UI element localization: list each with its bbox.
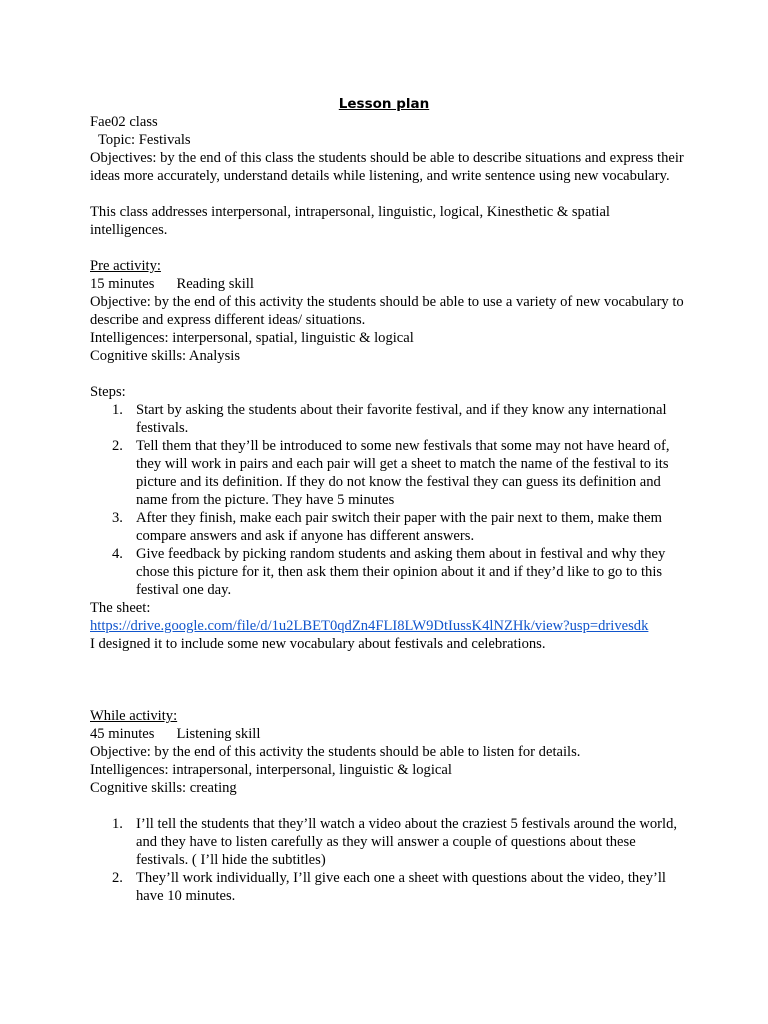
- list-item: 2. Tell them that they’ll be introduced to some new festivals that some may not have heard of, they will work in pairs and each pair will get a sheet to match the name of the festival to its picture and its definition. If they do not know the festival they can guess its definition and name from the picture. They have 5 minutes: [112, 438, 670, 508]
- list-item: 2. They’ll work individually, I’ll give each one a sheet with questions about the video, they’ll have 10 minutes.: [112, 870, 666, 904]
- while-activity-timing: [90, 725, 690, 743]
- pre-activity-duration: 15 minutes: [90, 276, 155, 292]
- while-activity-skill: Listening skill: [176, 726, 261, 742]
- pre-activity-skill: Reading skill: [176, 276, 254, 292]
- page-title: Lesson plan: [338, 96, 430, 112]
- while-activity-intelligences: Intelligences: intrapersonal, interpersonal, linguistic & logical: [90, 762, 452, 778]
- list-item: 1. I’ll tell the students that they’ll watch a video about the craziest 5 festivals around the world, and they have to listen carefully as they will answer a couple of questions about these festivals. ( I’ll hide the subtitles): [112, 816, 678, 868]
- while-activity-objective: Objective: by the end of this activity the students should be able to listen for details.: [90, 744, 581, 760]
- while-activity-steps: [90, 815, 690, 905]
- class-name: Fae02 class: [90, 114, 158, 130]
- pre-activity-intelligences: Intelligences: interpersonal, spatial, linguistic & logical: [90, 330, 414, 346]
- list-item: 1. Start by asking the students about their favorite festival, and if they know any international festivals.: [112, 402, 667, 436]
- objectives: Objectives: by the end of this class the students should be able to describe situations and express their ideas more accurately, understand details while listening, and write sentence using new vocabulary.: [90, 150, 684, 184]
- pre-activity-timing: [90, 275, 690, 293]
- steps-label: Steps:: [90, 384, 126, 400]
- pre-activity-heading: Pre activity:: [90, 258, 161, 274]
- list-item: 3. After they finish, make each pair switch their paper with the pair next to them, make them compare answers and ask if anyone has different answers.: [112, 510, 663, 544]
- sheet-link[interactable]: https://drive.google.com/file/d/1u2LBET0qdZn4FLI8LW9DtIussK4lNZHk/view?usp=drivesdk: [90, 618, 649, 634]
- topic: Topic: Festivals: [98, 132, 191, 148]
- intelligences-note: This class addresses interpersonal, intrapersonal, linguistic, logical, Kinesthetic & spatial intelligences.: [90, 204, 610, 238]
- while-activity-duration: 45 minutes: [90, 726, 155, 742]
- sheet-note: I designed it to include some new vocabulary about festivals and celebrations.: [90, 636, 546, 652]
- while-activity-cognitive: Cognitive skills: creating: [90, 780, 237, 796]
- sheet-label: The sheet:: [90, 600, 151, 616]
- pre-activity-steps: [90, 401, 690, 599]
- pre-activity-cognitive: Cognitive skills: Analysis: [90, 348, 241, 364]
- while-activity-heading: While activity:: [90, 708, 178, 724]
- list-item: 4. Give feedback by picking random students and asking them about in festival and why they chose this picture for it, then ask them their opinion about it and if they’d like to go to this festival one day.: [112, 546, 666, 598]
- pre-activity-objective: Objective: by the end of this activity the students should be able to use a variety of new vocabulary to describe and express different ideas/ situations.: [90, 294, 684, 328]
- document-page: [90, 95, 690, 905]
